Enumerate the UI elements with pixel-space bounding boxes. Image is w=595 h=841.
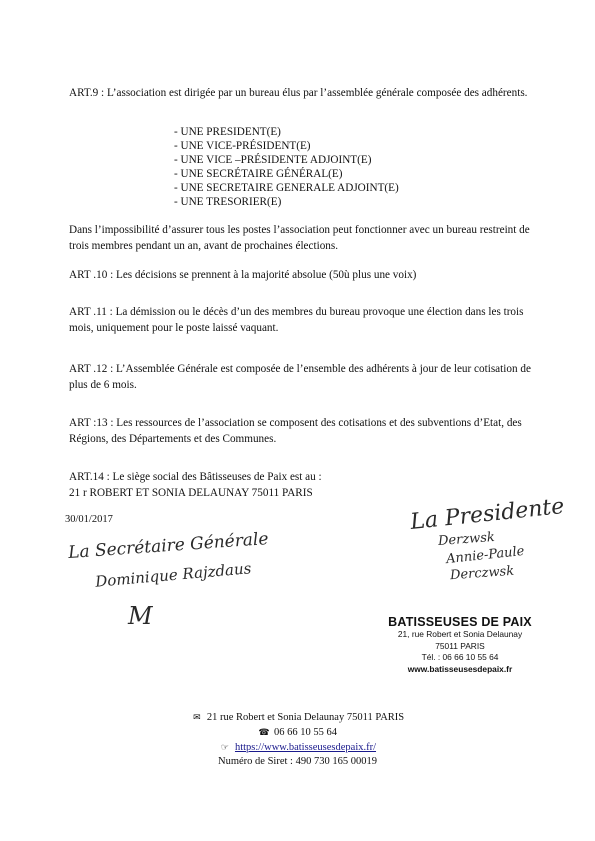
association-stamp (385, 615, 535, 674)
article-14 (69, 470, 539, 501)
stamp-name: BATISSEUSES DE PAIX (388, 615, 532, 629)
phone-icon: ☎ (258, 727, 270, 738)
stamp-city: 75011 PARIS (435, 640, 485, 651)
secretaire-initials-handwriting: M (128, 602, 153, 630)
article-14-line1: ART.14 : Le siège social des Bâtisseuses de Paix est au : (69, 471, 322, 483)
article-9-note: Dans l’impossibilité d’assurer tous les postes l’association peut fonctionner avec un bureau restreint de trois membres pendant un an, avant de prochaines élections. (69, 224, 530, 252)
footer-phone-line (0, 726, 595, 741)
article-10: ART .10 : Les décisions se prennent à la majorité absolue (50ù plus une voix) (69, 269, 417, 281)
hand-pointer-icon: ☞ (220, 742, 229, 753)
article-14-line2: 21 r ROBERT ET SONIA DELAUNAY 75011 PARIS (69, 486, 313, 499)
presidente-name2-handwriting: Derczwsk (449, 563, 515, 584)
mailbox-icon: ✉ (193, 713, 201, 723)
secretaire-name-handwriting: Dominique Rajzdaus (94, 559, 252, 591)
footer-website-line (0, 741, 595, 756)
presidente-signature-handwriting: Derzwsk (437, 530, 496, 549)
footer-siret: Numéro de Siret : 490 730 165 00019 (218, 756, 377, 768)
footer (0, 711, 595, 769)
article-13: ART :13 : Les ressources de l’association se composent des cotisations et des subventions d’Etat, des Régions, des Départements et des Communes. (69, 417, 522, 445)
role-vice-presidente-adjoint: - UNE VICE –PRÉSIDENTE ADJOINT(E) (174, 154, 372, 166)
secretaire-title-handwriting: La Secrétaire Générale (67, 529, 270, 563)
document-date: 30/01/2017 (65, 514, 113, 525)
footer-address: 21 rue Robert et Sonia Delaunay 75011 PARIS (206, 712, 405, 723)
role-vice-president: - UNE VICE-PRÉSIDENT(E) (174, 140, 311, 152)
footer-website-link[interactable]: https://www.batisseusesdepaix.fr/ (234, 741, 377, 753)
presidente-title-handwriting: La Presidente (409, 493, 566, 536)
role-secretaire-generale-adjoint: - UNE SECRETAIRE GENERALE ADJOINT(E) (174, 182, 399, 194)
bureau-roles-list (174, 125, 399, 209)
stamp-web: www.batisseusesdepaix.fr (407, 663, 513, 674)
presidente-name-handwriting: Annie-Paule (445, 543, 526, 568)
stamp-address: 21, rue Robert et Sonia Delaunay (397, 629, 523, 639)
article-9: ART.9 : L’association est dirigée par un bureau élus par l’assemblée générale composée des adhérents. (69, 87, 528, 99)
role-tresorier: - UNE TRESORIER(E) (174, 196, 282, 208)
article-12: ART .12 : L’Assemblée Générale est composée de l’ensemble des adhérents à jour de leur cotisation de plus de 6 mois. (69, 363, 531, 391)
role-secretaire-general: - UNE SECRÉTAIRE GÉNÉRAL(E) (174, 168, 343, 180)
article-11: ART .11 : La démission ou le décès d’un des membres du bureau provoque une élection dans les trois mois, uniquement pour le poste laissé vaquant. (69, 306, 524, 334)
footer-address-line (0, 711, 595, 726)
role-president: - UNE PRESIDENT(E) (174, 126, 281, 138)
footer-phone: 06 66 10 55 64 (274, 726, 337, 738)
stamp-phone: Tél. : 06 66 10 55 64 (421, 652, 499, 662)
